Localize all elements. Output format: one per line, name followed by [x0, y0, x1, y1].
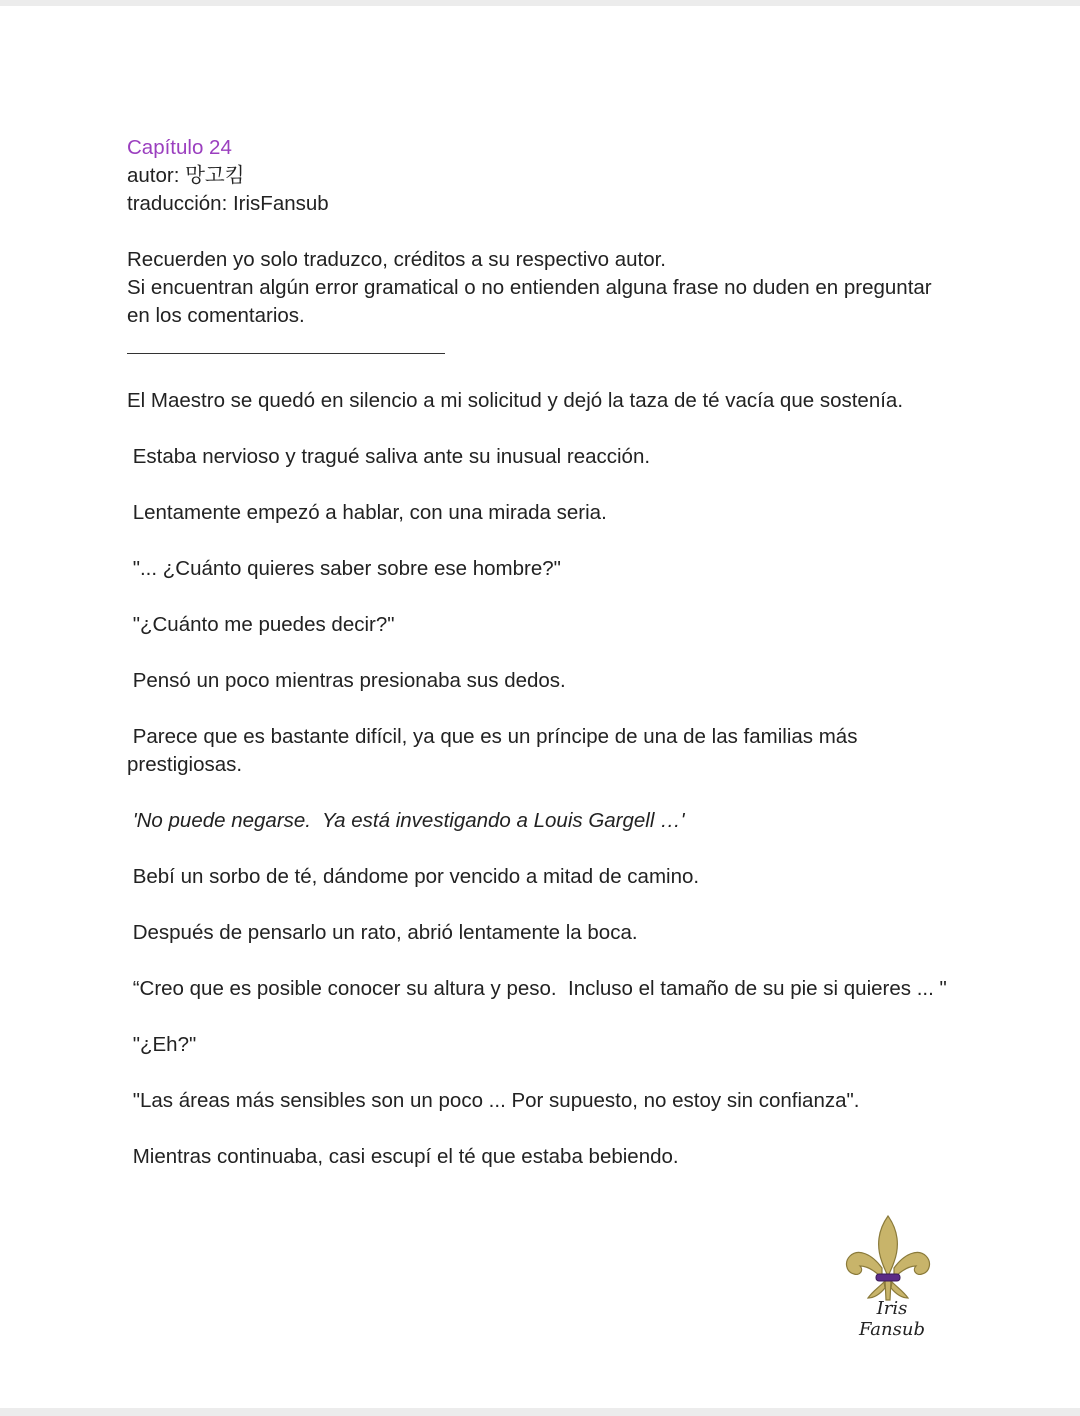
- logo-text: Iris Fansub: [859, 1298, 925, 1340]
- bottom-edge: [0, 1408, 1080, 1416]
- paragraph: "¿Eh?": [127, 1033, 197, 1056]
- paragraph: Pensó un poco mientras presionaba sus dedos.: [127, 669, 566, 692]
- paragraph: Parece que es bastante difícil, ya que es un príncipe de una de las familias más prestigiosas.: [127, 725, 864, 776]
- notice-line-1: Recuerden yo solo traduzco, créditos a su respectivo autor.: [127, 248, 666, 271]
- paragraph: Mientras continuaba, casi escupí el té que estaba bebiendo.: [127, 1145, 679, 1168]
- paragraph-thought: 'No puede negarse. Ya está investigando a Louis Gargell …': [127, 809, 685, 832]
- paragraph: El Maestro se quedó en silencio a mi solicitud y dejó la taza de té vacía que sostenía.: [127, 389, 904, 412]
- paragraph: Estaba nervioso y tragué saliva ante su inusual reacción.: [127, 445, 651, 468]
- top-edge: [0, 0, 1080, 6]
- divider: [127, 353, 445, 354]
- paragraph: Después de pensarlo un rato, abrió lentamente la boca.: [127, 921, 638, 944]
- chapter-title: Capítulo 24: [127, 136, 232, 159]
- paragraph: "... ¿Cuánto quieres saber sobre ese hombre?": [127, 557, 561, 580]
- notice-line-2: Si encuentran algún error gramatical o no entienden alguna frase no duden en preguntar en los comentarios.: [127, 276, 938, 327]
- translation-line: traducción: IrisFansub: [127, 192, 329, 215]
- paragraph: "Las áreas más sensibles son un poco ... Por supuesto, no estoy sin confianza".: [127, 1089, 860, 1112]
- author-line: autor: 망고킴: [127, 164, 245, 187]
- document-page: [127, 134, 947, 1199]
- paragraph: “Creo que es posible conocer su altura y peso. Incluso el tamaño de su pie si quieres ... ": [127, 977, 947, 1000]
- paragraph: Bebí un sorbo de té, dándome por vencido a mitad de camino.: [127, 865, 700, 888]
- paragraph: "¿Cuánto me puedes decir?": [127, 613, 395, 636]
- paragraph: Lentamente empezó a hablar, con una mirada seria.: [127, 501, 607, 524]
